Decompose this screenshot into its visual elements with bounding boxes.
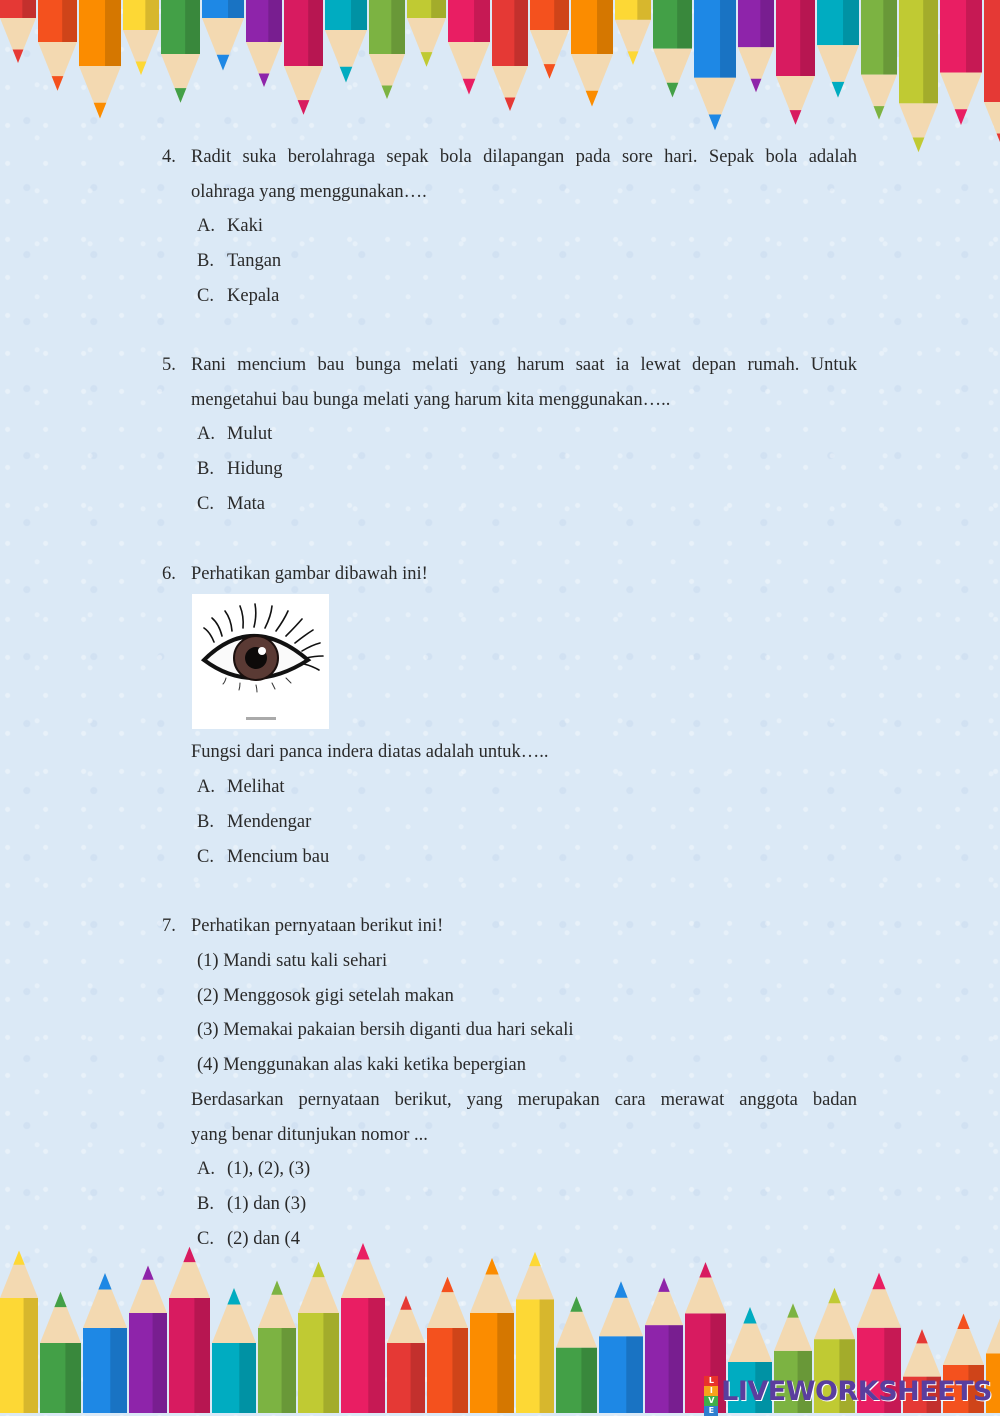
option-text: Mata [227, 494, 266, 514]
question-4-number: 4. [162, 147, 176, 167]
logo-badge-letter: V [704, 1396, 718, 1406]
question-7-option-c[interactable] [197, 1227, 300, 1251]
logo-badge-letter: L [704, 1376, 718, 1386]
option-letter: A. [197, 424, 215, 444]
logo-badge [704, 1376, 718, 1415]
option-text: Tangan [227, 251, 282, 271]
logo-badge-letter: E [704, 1406, 718, 1416]
option-text: (1) dan (3) [227, 1194, 307, 1214]
question-5-text-line-2: mengetahui bau bunga melati yang harum kita menggunakan….. [191, 390, 671, 410]
question-6-prompt: Fungsi dari panca indera diatas adalah untuk….. [191, 742, 549, 762]
option-text: Mencium bau [227, 847, 330, 867]
question-4-option-c[interactable] [197, 284, 279, 308]
option-letter: A. [197, 1159, 215, 1179]
logo-badge-letter: I [704, 1386, 718, 1396]
logo-text: LIVEWORKSHEETS [721, 1375, 992, 1407]
question-7-prompt-line-1: Berdasarkan pernyataan berikut, yang merupakan cara merawat anggota badan [191, 1090, 857, 1110]
option-text: Mulut [227, 424, 273, 444]
eye-image [192, 594, 329, 729]
question-4-option-a[interactable] [197, 214, 263, 238]
option-text: Kaki [227, 216, 263, 236]
question-7-statement-2: (2) Menggosok gigi setelah makan [197, 986, 454, 1006]
question-5-option-a[interactable] [197, 422, 272, 446]
option-letter: A. [197, 777, 215, 797]
option-letter: B. [197, 459, 214, 479]
question-7-statement-3: (3) Memakai pakaian bersih diganti dua hari sekali [197, 1020, 574, 1040]
question-6-option-b[interactable] [197, 810, 311, 834]
question-5-number: 5. [162, 355, 176, 375]
question-5-text-line-1: Rani mencium bau bunga melati yang harum saat ia lewat depan rumah. Untuk [191, 355, 857, 375]
option-text: Kepala [227, 286, 280, 306]
question-4-text-line-1: Radit suka berolahraga sepak bola dilapangan pada sore hari. Sepak bola adalah [191, 147, 857, 167]
question-7-text: Perhatikan pernyataan berikut ini! [191, 916, 444, 936]
question-6-option-a[interactable] [197, 775, 285, 799]
option-letter: B. [197, 1194, 214, 1214]
question-7-option-a[interactable] [197, 1157, 310, 1181]
question-7-prompt-line-2: yang benar ditunjukan nomor ... [191, 1125, 428, 1145]
option-letter: C. [197, 1229, 214, 1249]
question-6-number: 6. [162, 564, 176, 584]
question-6-text: Perhatikan gambar dibawah ini! [191, 564, 428, 584]
option-letter: B. [197, 812, 214, 832]
liveworksheets-logo [704, 1375, 992, 1415]
question-7-statement-4: (4) Menggunakan alas kaki ketika bepergian [197, 1055, 526, 1075]
option-letter: C. [197, 847, 214, 867]
option-letter: B. [197, 251, 214, 271]
question-4-option-b[interactable] [197, 249, 281, 273]
question-7-statement-1: (1) Mandi satu kali sehari [197, 951, 388, 971]
option-text: Mendengar [227, 812, 312, 832]
option-text: (2) dan (4 [227, 1229, 300, 1249]
question-7-number: 7. [162, 916, 176, 936]
question-7-option-b[interactable] [197, 1192, 306, 1216]
option-letter: C. [197, 286, 214, 306]
eye-icon [192, 594, 329, 729]
option-text: (1), (2), (3) [227, 1159, 311, 1179]
question-4-text-line-2: olahraga yang menggunakan…. [191, 182, 427, 202]
question-5-option-b[interactable] [197, 457, 283, 481]
option-letter: A. [197, 216, 215, 236]
question-5-option-c[interactable] [197, 492, 265, 516]
option-text: Hidung [227, 459, 283, 479]
option-letter: C. [197, 494, 214, 514]
option-text: Melihat [227, 777, 285, 797]
question-6-option-c[interactable] [197, 845, 329, 869]
